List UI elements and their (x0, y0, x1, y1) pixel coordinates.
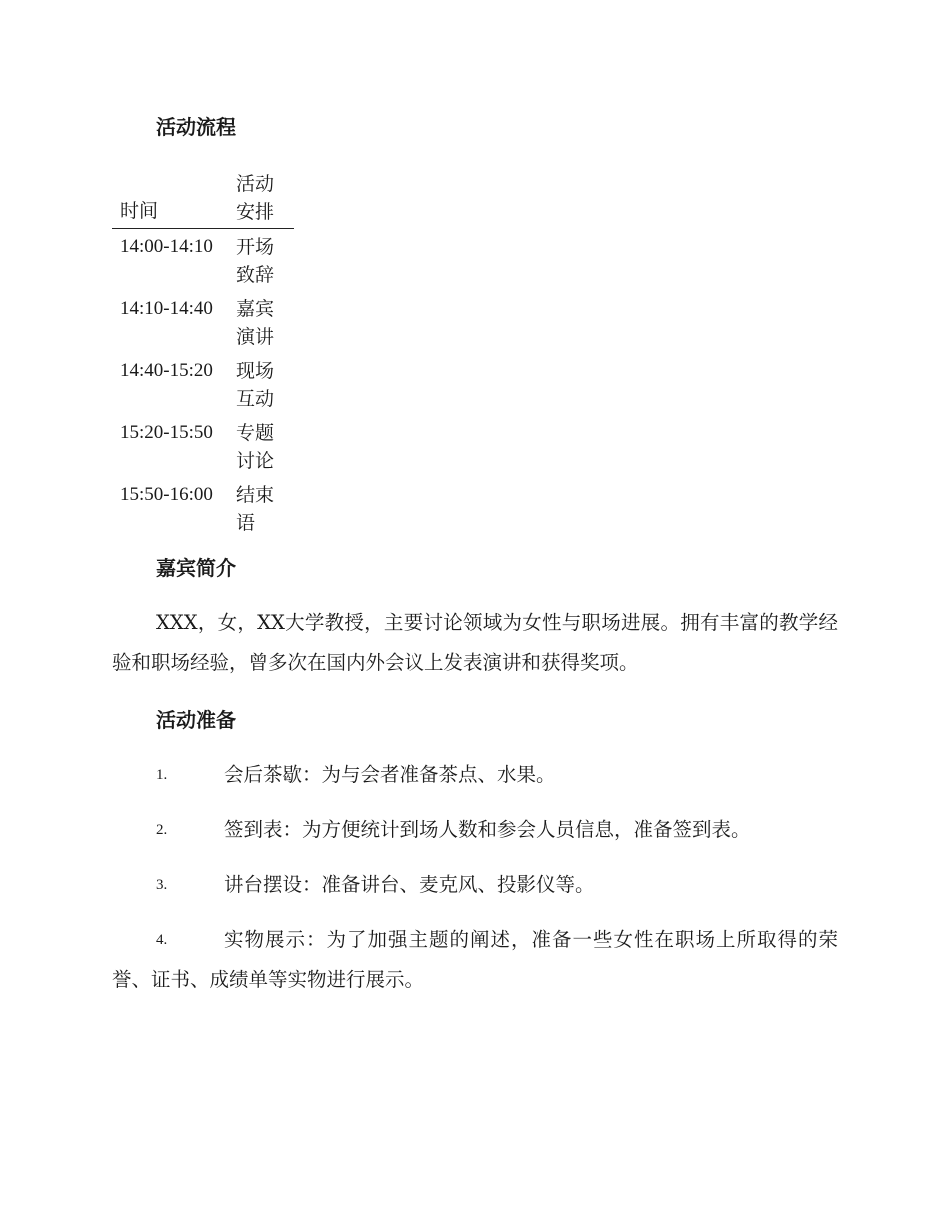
list-number: 1. (156, 767, 168, 783)
list-number: 4. (156, 932, 168, 948)
header-time: 时间 (120, 201, 159, 222)
table-row (112, 415, 294, 477)
list-text: 会后茶歇：为与会者准备茶点、水果。 (224, 763, 556, 786)
row-time: 14:40-15:20 (120, 360, 213, 381)
row-time: 14:00-14:10 (120, 236, 213, 257)
row-activity: 专题讨论 (236, 422, 275, 472)
row-time: 15:50-16:00 (120, 484, 213, 505)
guest-bio: XXX，女，XX大学教授，主要讨论领域为女性与职场进展。拥有丰富的教学经验和职场经验，曾多次在国内外会议上发表演讲和获得奖项。 (112, 611, 838, 674)
schedule-table-header (112, 168, 294, 229)
header-activity: 活动安排 (236, 173, 275, 223)
list-number: 3. (156, 877, 168, 893)
prep-heading: 活动准备 (156, 708, 236, 732)
row-time: 14:10-14:40 (120, 298, 213, 319)
list-number: 2. (156, 822, 168, 838)
table-row (112, 291, 294, 353)
row-activity: 现场互动 (236, 360, 275, 410)
list-text: 签到表：为方便统计到场人数和参会人员信息，准备签到表。 (224, 818, 751, 841)
list-item (112, 920, 838, 1000)
list-text: 讲台摆设：准备讲台、麦克风、投影仪等。 (224, 873, 595, 896)
table-row (112, 477, 294, 539)
row-activity: 结束语 (236, 484, 275, 534)
row-time: 15:20-15:50 (120, 422, 213, 443)
list-item (112, 755, 838, 795)
table-row (112, 353, 294, 415)
row-activity: 开场致辞 (236, 236, 275, 286)
guest-heading: 嘉宾简介 (156, 556, 236, 580)
list-text: 实物展示：为了加强主题的阐述，准备一些女性在职场上所取得的荣誉、证书、成绩单等实物进行展示。 (112, 928, 838, 991)
schedule-table (112, 168, 294, 539)
list-item (112, 810, 838, 850)
list-item (112, 865, 838, 905)
row-activity: 嘉宾演讲 (236, 298, 275, 348)
schedule-heading: 活动流程 (156, 115, 236, 139)
table-row (112, 229, 294, 291)
